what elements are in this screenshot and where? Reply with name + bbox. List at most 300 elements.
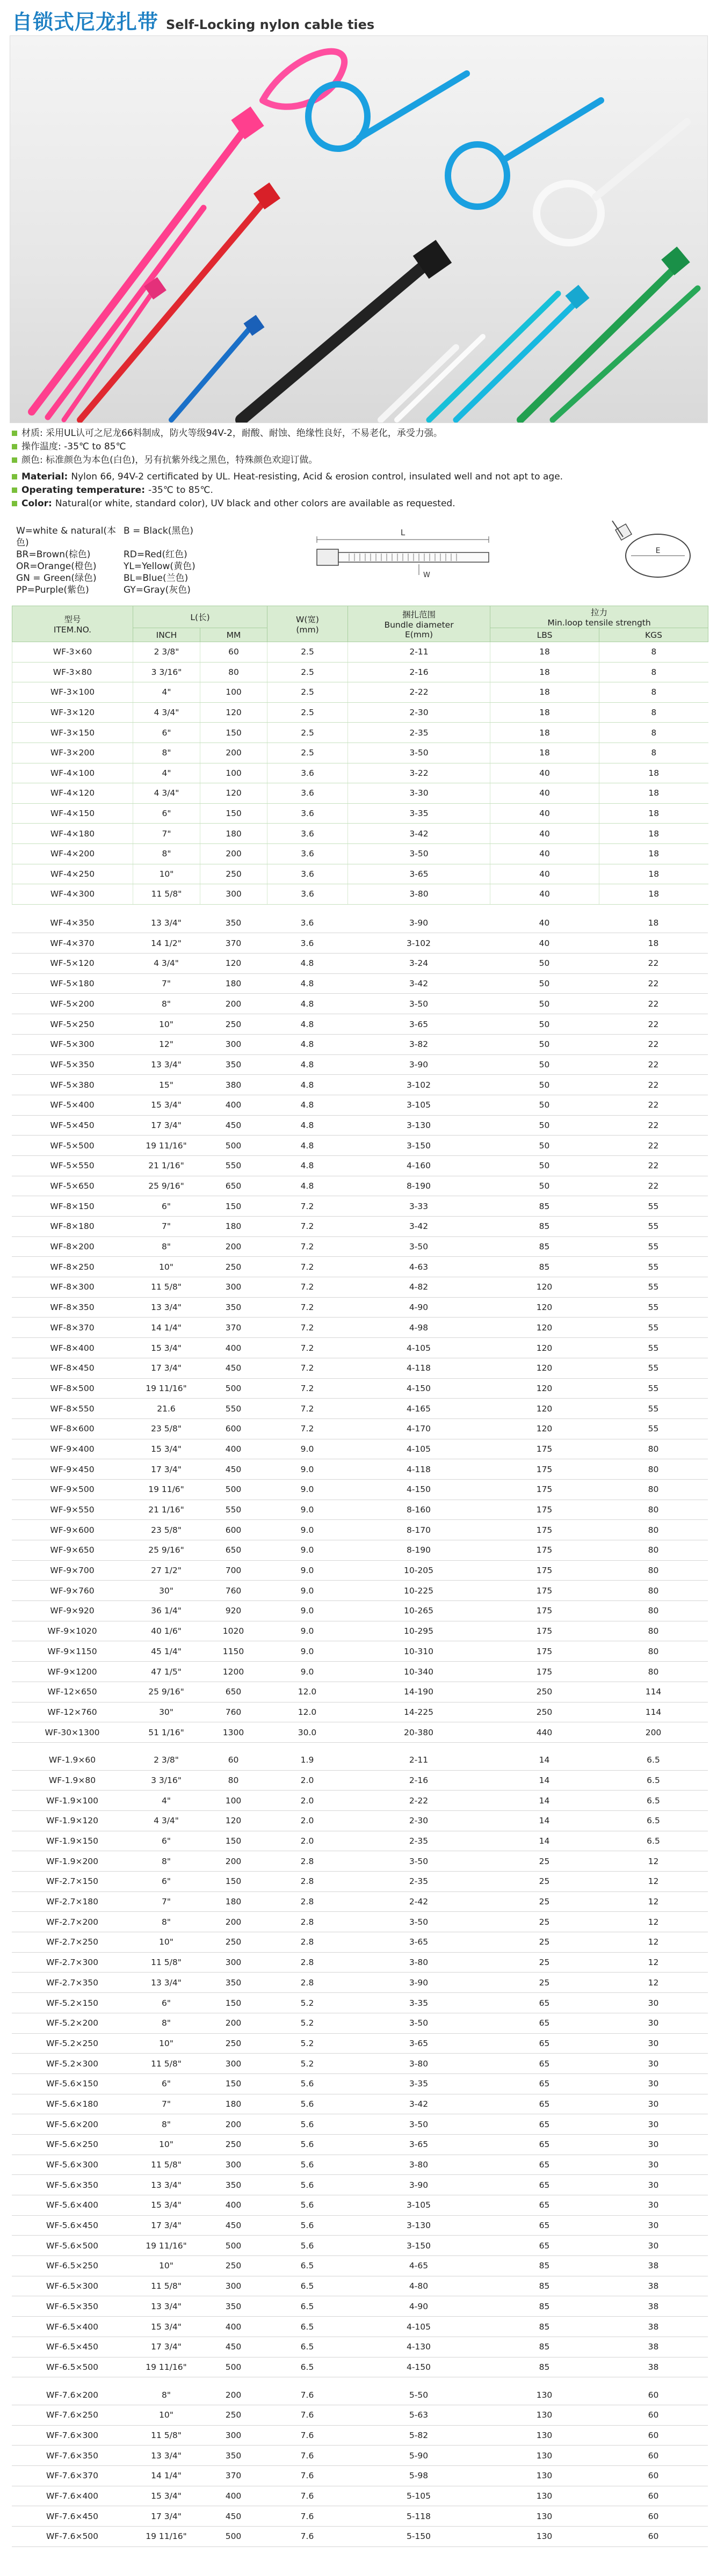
table-cell: 60	[599, 2486, 708, 2506]
table-cell: WF-3×200	[12, 743, 133, 763]
table-cell: 30	[599, 2155, 708, 2175]
table-cell: 120	[490, 1399, 599, 1419]
table-cell: 3-150	[347, 2236, 490, 2256]
length-label: L	[400, 528, 405, 537]
table-cell: WF-7.6×250	[12, 2405, 133, 2425]
table-cell: 9.0	[267, 1621, 347, 1641]
table-cell: WF-12×760	[12, 1702, 133, 1722]
legend-item: B = Black(黑色)	[124, 526, 193, 536]
table-cell: 8	[599, 682, 708, 703]
table-cell: 3-30	[348, 783, 490, 804]
table-row	[12, 884, 708, 905]
spec-cn-temp	[12, 440, 705, 454]
table-cell: 85	[490, 2337, 599, 2357]
table-cell: WF-5×380	[12, 1075, 133, 1095]
table-cell: 30	[599, 2073, 708, 2094]
table-cell: 30	[599, 2114, 708, 2135]
table-cell: 18	[599, 824, 708, 844]
table-cell: WF-5.6×500	[12, 2236, 133, 2256]
table-cell: 2-16	[347, 1770, 490, 1791]
table-cell: 13 3/4"	[133, 1973, 200, 1993]
table-cell: WF-7.6×450	[12, 2506, 133, 2527]
table-cell: 175	[490, 1459, 599, 1480]
table-cell: 85	[490, 1196, 599, 1217]
table-cell: 5-63	[347, 2405, 490, 2425]
table-cell: 10-205	[347, 1560, 490, 1581]
table-cell: 7.6	[267, 2425, 347, 2446]
table-cell: 300	[200, 1952, 267, 1973]
col-mm: MM	[200, 628, 267, 642]
table-cell: 11 5/8"	[133, 2155, 200, 2175]
table-cell: 150	[200, 1993, 267, 2013]
table-cell: 2-35	[348, 723, 490, 743]
table-cell: 450	[200, 2215, 267, 2236]
table-cell: 2.5	[267, 723, 348, 743]
table-cell: 5.6	[267, 2195, 347, 2216]
table-cell: 3-42	[348, 824, 490, 844]
table-cell: 11 5/8"	[133, 2276, 200, 2296]
table-cell: WF-8×200	[12, 1236, 133, 1257]
table-row	[12, 913, 708, 933]
table-cell: 14 1/4"	[133, 2465, 200, 2486]
table-row	[12, 1770, 708, 1791]
table-cell: 25	[490, 1891, 599, 1912]
header-bundle-en: Bundle diameter	[384, 620, 454, 630]
table-cell: 11 5/8"	[133, 1952, 200, 1973]
table-cell: WF-9×920	[12, 1601, 133, 1621]
table-cell: 3-65	[347, 2134, 490, 2155]
color-legend	[16, 525, 242, 596]
table-cell: 4.8	[267, 1095, 347, 1115]
table-cell: 18	[599, 783, 708, 804]
table-cell: 600	[200, 1418, 267, 1439]
table-cell: 13 3/4"	[133, 1054, 200, 1075]
table-cell: 130	[490, 2486, 599, 2506]
table-cell: 3.6	[267, 803, 348, 824]
table-cell: 15"	[133, 1075, 200, 1095]
bullet-icon	[12, 474, 17, 479]
table-cell: 130	[490, 2506, 599, 2527]
table-cell: 7.2	[267, 1399, 347, 1419]
table-cell: 250	[490, 1702, 599, 1722]
table-cell: 5.2	[267, 1993, 347, 2013]
table-cell: 5.6	[267, 2236, 347, 2256]
table-row	[12, 1581, 708, 1601]
table-cell: 175	[490, 1662, 599, 1682]
table-cell: 80	[599, 1459, 708, 1480]
table-cell: 2.0	[267, 1810, 347, 1831]
table-cell: 9.0	[267, 1479, 347, 1500]
table-row	[12, 2256, 708, 2276]
table-cell: 500	[200, 1136, 267, 1156]
table-cell: 65	[490, 2215, 599, 2236]
table-cell: 17 3/4"	[133, 1459, 200, 1480]
table-cell: WF-1.9×200	[12, 1851, 133, 1872]
table-cell: 55	[599, 1236, 708, 1257]
table-cell: 6"	[133, 1993, 200, 2013]
table-cell: 4 3/4"	[133, 954, 200, 974]
table-cell: 4.8	[267, 1136, 347, 1156]
table-cell: 3-35	[348, 803, 490, 824]
table-cell: 19 11/16"	[133, 1136, 200, 1156]
table-cell: WF-8×150	[12, 1196, 133, 1217]
table-row	[12, 1479, 708, 1500]
table-cell: 120	[200, 783, 267, 804]
table-cell: 9.0	[267, 1601, 347, 1621]
table-cell: 3.6	[267, 913, 347, 933]
header-item-en: ITEM.NO.	[53, 625, 92, 635]
table-cell: 500	[200, 2236, 267, 2256]
table-row	[12, 1318, 708, 1338]
table-cell: 12"	[133, 1034, 200, 1054]
table-row	[12, 662, 708, 682]
spec-table-3	[12, 1750, 708, 2377]
table-cell: 17 3/4"	[133, 1115, 200, 1136]
table-cell: 8	[599, 642, 708, 663]
table-cell: WF-4×180	[12, 824, 133, 844]
table-cell: 50	[490, 1075, 599, 1095]
table-cell: WF-5×120	[12, 954, 133, 974]
table-cell: 11 5/8"	[133, 884, 200, 905]
table-cell: 21 1/16"	[133, 1500, 200, 1520]
table-cell: 5.6	[267, 2094, 347, 2114]
table-cell: 65	[490, 2013, 599, 2033]
table-cell: 3-50	[347, 2013, 490, 2033]
table-cell: 30"	[133, 1581, 200, 1601]
table-cell: 7.2	[267, 1358, 347, 1378]
table-cell: 5-50	[347, 2385, 490, 2405]
table-cell: 7"	[133, 1217, 200, 1237]
table-cell: 180	[200, 1891, 267, 1912]
table-row	[12, 1952, 708, 1973]
table-cell: 550	[200, 1500, 267, 1520]
table-cell: 40	[490, 884, 599, 905]
spec-en-color	[12, 497, 705, 511]
table-cell: WF-8×300	[12, 1277, 133, 1298]
table-cell: WF-8×180	[12, 1217, 133, 1237]
table-cell: 17 3/4"	[133, 1358, 200, 1378]
table-row	[12, 1338, 708, 1358]
table-cell: 1020	[200, 1621, 267, 1641]
table-cell: 2.5	[267, 682, 348, 703]
table-cell: WF-5×350	[12, 1054, 133, 1075]
table-cell: 4.8	[267, 1115, 347, 1136]
table-cell: WF-5×250	[12, 1014, 133, 1035]
table-cell: 17 3/4"	[133, 2506, 200, 2527]
table-cell: WF-3×60	[12, 642, 133, 663]
table-cell: 350	[200, 2446, 267, 2466]
table-cell: 3-80	[347, 2054, 490, 2074]
table-cell: 65	[490, 2073, 599, 2094]
table-cell: 5.6	[267, 2114, 347, 2135]
table-cell: 30	[599, 2033, 708, 2054]
table-cell: 10-265	[347, 1601, 490, 1621]
table-cell: 80	[599, 1560, 708, 1581]
table-cell: WF-1.9×60	[12, 1750, 133, 1770]
table-row	[12, 1872, 708, 1892]
col-length: L(长)	[133, 606, 267, 628]
table-row	[12, 783, 708, 804]
table-cell: 9.0	[267, 1641, 347, 1662]
table-cell: 4-150	[347, 2357, 490, 2377]
table-cell: 4.8	[267, 994, 347, 1014]
table-cell: 600	[200, 1520, 267, 1540]
table-cell: 25 9/16"	[133, 1176, 200, 1196]
table-cell: 30	[599, 1993, 708, 2013]
table-row	[12, 1155, 708, 1176]
table-cell: 60	[599, 2465, 708, 2486]
table-cell: 5-150	[347, 2527, 490, 2547]
table-cell: 25 9/16"	[133, 1682, 200, 1702]
table-cell: 19 11/16"	[133, 2236, 200, 2256]
table-cell: 22	[599, 1176, 708, 1196]
header-bundle-cn: 捆扎范围	[402, 610, 436, 620]
table-cell: 3 3/16"	[133, 1770, 200, 1791]
table-cell: WF-5×200	[12, 994, 133, 1014]
table-cell: 4-80	[347, 2276, 490, 2296]
table-cell: 6.5	[267, 2357, 347, 2377]
table-cell: 4.8	[267, 1034, 347, 1054]
table-cell: 4 3/4"	[133, 783, 200, 804]
table-cell: WF-7.6×500	[12, 2527, 133, 2547]
spec-tables	[12, 606, 708, 2547]
table-cell: 760	[200, 1581, 267, 1601]
table-cell: 500	[200, 1479, 267, 1500]
table-cell: WF-1.9×150	[12, 1831, 133, 1851]
table-cell: 55	[599, 1318, 708, 1338]
table-cell: 8"	[133, 2013, 200, 2033]
table-cell: 4-118	[347, 1459, 490, 1480]
table-row	[12, 1641, 708, 1662]
table-cell: 2.8	[267, 1872, 347, 1892]
table-cell: WF-1.9×100	[12, 1791, 133, 1811]
table-cell: 10"	[133, 1014, 200, 1035]
table-cell: 65	[490, 2134, 599, 2155]
table-cell: 3-50	[348, 843, 490, 864]
spec-en-material	[12, 470, 705, 484]
table-cell: 6"	[133, 723, 200, 743]
table-cell: 80	[599, 1500, 708, 1520]
table-cell: 60	[599, 2385, 708, 2405]
table-row	[12, 1277, 708, 1298]
table-cell: 50	[490, 1115, 599, 1136]
table-cell: 2 3/8"	[133, 642, 200, 663]
table-cell: 5-98	[347, 2465, 490, 2486]
table-cell: 250	[200, 2033, 267, 2054]
table-cell: 40 1/6"	[133, 1621, 200, 1641]
table-cell: 12	[599, 1851, 708, 1872]
table-cell: 65	[490, 2054, 599, 2074]
table-cell: 350	[200, 2175, 267, 2195]
table-cell: 130	[490, 2405, 599, 2425]
table-cell: 200	[200, 2114, 267, 2135]
table-cell: 350	[200, 1297, 267, 1318]
table-cell: 350	[200, 913, 267, 933]
table-cell: 3-80	[348, 884, 490, 905]
table-cell: 15 3/4"	[133, 2486, 200, 2506]
table-cell: WF-9×1200	[12, 1662, 133, 1682]
table-cell: 7.6	[267, 2385, 347, 2405]
table-cell: 30	[599, 2236, 708, 2256]
table-cell: 23 5/8"	[133, 1520, 200, 1540]
table-cell: 3.6	[267, 783, 348, 804]
table-cell: WF-4×350	[12, 913, 133, 933]
table-cell: 2 3/8"	[133, 1750, 200, 1770]
table-cell: WF-4×150	[12, 803, 133, 824]
col-width	[267, 606, 348, 642]
table-cell: 130	[490, 2385, 599, 2405]
table-row	[12, 2506, 708, 2527]
table-cell: 6.5	[599, 1791, 708, 1811]
table-cell: 370	[200, 2465, 267, 2486]
table-cell: 175	[490, 1560, 599, 1581]
table-cell: 4.8	[267, 954, 347, 974]
table-row	[12, 933, 708, 954]
table-cell: 30	[599, 2215, 708, 2236]
table-cell: 85	[490, 1217, 599, 1237]
table-cell: WF-4×370	[12, 933, 133, 954]
table-cell: 3-42	[347, 973, 490, 994]
table-cell: WF-5.2×250	[12, 2033, 133, 2054]
header-bundle-unit: E(mm)	[404, 630, 433, 639]
table-cell: 60	[599, 2405, 708, 2425]
table-cell: 85	[490, 2296, 599, 2317]
table-cell: 40	[490, 763, 599, 783]
table-cell: 450	[200, 1115, 267, 1136]
table-cell: 18	[490, 723, 599, 743]
table-cell: 175	[490, 1479, 599, 1500]
table-cell: WF-8×450	[12, 1358, 133, 1378]
table-cell: 2-35	[347, 1831, 490, 1851]
specifications	[12, 427, 705, 511]
table-cell: 4.8	[267, 1176, 347, 1196]
table-row	[12, 994, 708, 1014]
table-cell: 80	[599, 1439, 708, 1459]
table-cell: 300	[200, 884, 267, 905]
table-cell: 3-35	[347, 2073, 490, 2094]
table-cell: 8	[599, 723, 708, 743]
table-cell: 22	[599, 1136, 708, 1156]
table-cell: 65	[490, 1993, 599, 2013]
table-row	[12, 803, 708, 824]
table-row	[12, 2094, 708, 2114]
table-cell: 5.6	[267, 2215, 347, 2236]
table-cell: 10"	[133, 864, 200, 884]
table-cell: 18	[599, 864, 708, 884]
table-cell: 2.8	[267, 1851, 347, 1872]
table-cell: 650	[200, 1682, 267, 1702]
table-cell: 2-16	[348, 662, 490, 682]
table-cell: 3-105	[347, 2195, 490, 2216]
table-row	[12, 2357, 708, 2377]
table-cell: 12	[599, 1891, 708, 1912]
table-cell: 4-90	[347, 2296, 490, 2317]
table-cell: 760	[200, 1702, 267, 1722]
table-cell: 3-33	[347, 1196, 490, 1217]
table-cell: 4"	[133, 682, 200, 703]
table-cell: WF-3×80	[12, 662, 133, 682]
table-cell: 175	[490, 1520, 599, 1540]
col-item	[12, 606, 133, 642]
table-cell: 4-63	[347, 1257, 490, 1277]
table-cell: 17 3/4"	[133, 2215, 200, 2236]
table-cell: 8"	[133, 1851, 200, 1872]
table-cell: 4-105	[347, 1338, 490, 1358]
table-cell: 5.6	[267, 2155, 347, 2175]
table-cell: 7.6	[267, 2405, 347, 2425]
legend-item: OR=Orange(橙色)	[16, 561, 97, 572]
table-cell: 7"	[133, 2094, 200, 2114]
table-cell: 12	[599, 1952, 708, 1973]
table-cell: WF-5.6×450	[12, 2215, 133, 2236]
table-cell: 10"	[133, 2256, 200, 2276]
table-cell: 21.6	[133, 1399, 200, 1419]
table-cell: 50	[490, 1095, 599, 1115]
table-cell: 400	[200, 2317, 267, 2337]
table-cell: 25	[490, 1912, 599, 1932]
table-cell: 38	[599, 2296, 708, 2317]
table-cell: 40	[490, 783, 599, 804]
table-cell: WF-5×450	[12, 1115, 133, 1136]
table-cell: 3-90	[347, 2175, 490, 2195]
table-cell: 15 3/4"	[133, 2317, 200, 2337]
table-cell: 9.0	[267, 1540, 347, 1561]
table-cell: 5-105	[347, 2486, 490, 2506]
table-cell: WF-30×1300	[12, 1722, 133, 1743]
table-cell: WF-8×500	[12, 1378, 133, 1399]
table-cell: 50	[490, 1176, 599, 1196]
table-cell: WF-9×500	[12, 1479, 133, 1500]
table-cell: 85	[490, 2357, 599, 2377]
table-row	[12, 763, 708, 783]
table-cell: WF-8×600	[12, 1418, 133, 1439]
spec-table-4	[12, 2385, 708, 2547]
table-cell: 200	[200, 1851, 267, 1872]
table-cell: 50	[490, 1155, 599, 1176]
table-cell: 150	[200, 803, 267, 824]
table-cell: 18	[599, 763, 708, 783]
table-cell: 400	[200, 1338, 267, 1358]
table-row	[12, 2486, 708, 2506]
table-row	[12, 864, 708, 884]
table-cell: 180	[200, 824, 267, 844]
bullet-icon	[12, 487, 17, 493]
table-cell: 50	[490, 994, 599, 1014]
table-cell: 60	[599, 2506, 708, 2527]
table-row	[12, 1702, 708, 1722]
table-cell: 5.2	[267, 2013, 347, 2033]
table-cell: WF-6.5×300	[12, 2276, 133, 2296]
table-cell: 8-190	[347, 1540, 490, 1561]
table-row	[12, 1791, 708, 1811]
table-cell: 7"	[133, 1891, 200, 1912]
spec-text: 材质: 采用UL认可之尼龙66料制成，防火等级94V-2，耐酸、耐蚀、绝缘性良好，不易老化，承受力强。	[21, 428, 443, 439]
table-cell: 11 5/8"	[133, 2054, 200, 2074]
table-cell: 150	[200, 1872, 267, 1892]
table-cell: WF-9×600	[12, 1520, 133, 1540]
table-row	[12, 2175, 708, 2195]
table-cell: 120	[200, 702, 267, 723]
table-cell: 85	[490, 2256, 599, 2276]
table-row	[12, 1054, 708, 1075]
table-cell: 300	[200, 2054, 267, 2074]
table-cell: 2-30	[348, 702, 490, 723]
spec-cn-color	[12, 454, 705, 467]
table-cell: 13 3/4"	[133, 2446, 200, 2466]
table-cell: 6.5	[599, 1750, 708, 1770]
table-row	[12, 2425, 708, 2446]
table-cell: 3-50	[347, 2114, 490, 2135]
